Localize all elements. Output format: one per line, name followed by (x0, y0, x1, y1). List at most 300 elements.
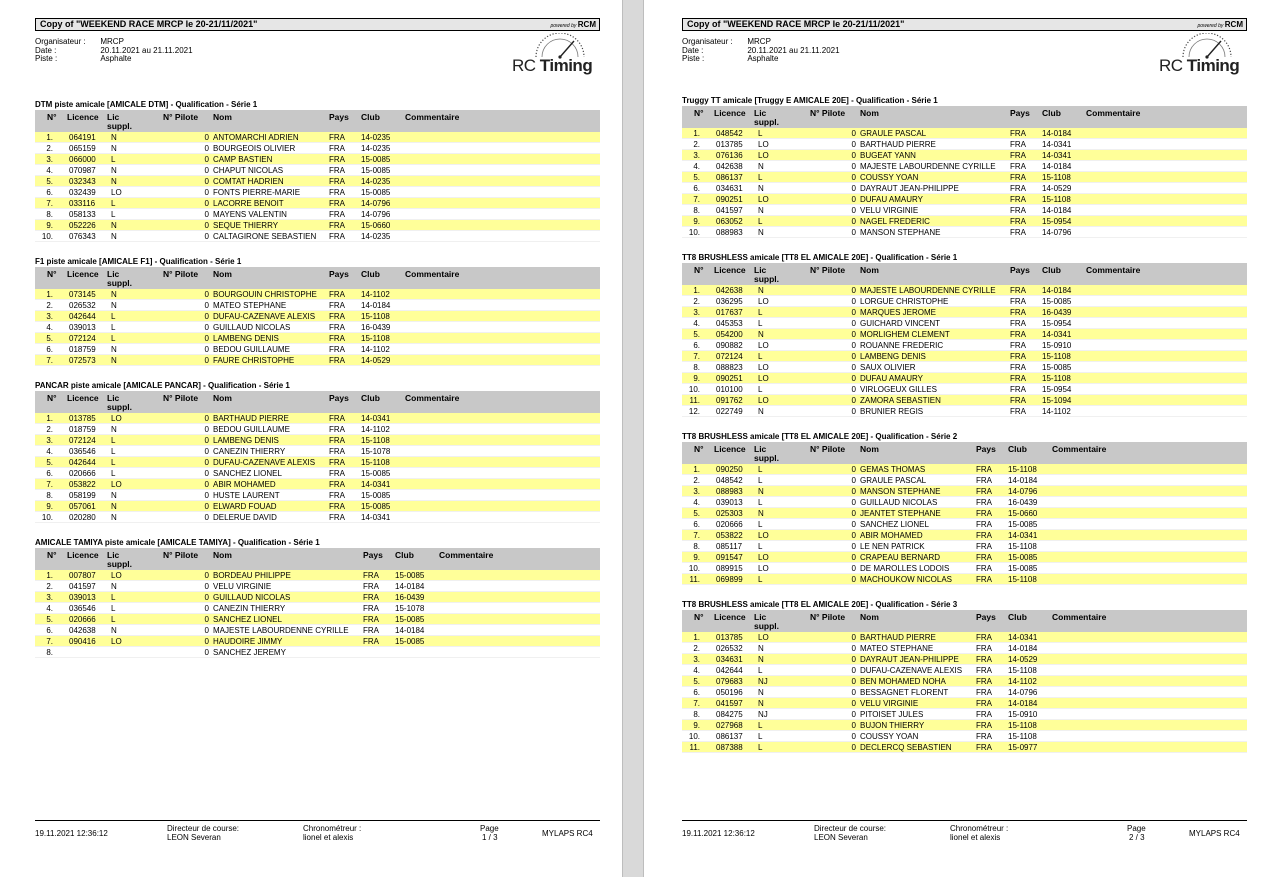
row-club: 14-0341 (361, 480, 391, 489)
row-lic-suppl: LO (111, 571, 122, 580)
row-name: MAJESTE LABOURDENNE CYRILLE (860, 286, 996, 295)
results-section (35, 381, 600, 523)
col-club-header: Club (361, 112, 380, 122)
col-commentaire-header: Commentaire (1086, 108, 1141, 118)
row-licence: 025303 (716, 509, 743, 518)
table-row (35, 333, 600, 344)
row-rank: 9. (693, 721, 700, 730)
row-licence: 050196 (716, 688, 743, 697)
row-name: BEN MOHAMED NOHA (860, 677, 946, 686)
row-rank: 7. (693, 531, 700, 540)
rc-timing-logo (512, 33, 602, 78)
row-club: 15-1108 (361, 312, 390, 321)
col-nom-header: Nom (860, 612, 879, 622)
row-licence: 033116 (69, 199, 96, 208)
row-lic-suppl: N (758, 407, 764, 416)
table-row (682, 183, 1247, 194)
table-row (35, 231, 600, 242)
row-rank: 6. (46, 345, 53, 354)
row-pilote-number: 0 (851, 644, 856, 653)
row-name: DAYRAUT JEAN-PHILIPPE (860, 184, 959, 193)
col-n-header: N° (47, 112, 57, 122)
row-rank: 1. (693, 129, 700, 138)
row-licence: 090251 (716, 374, 743, 383)
row-pilote-number: 0 (851, 743, 856, 752)
row-country: FRA (1010, 407, 1026, 416)
row-pilote-number: 0 (851, 553, 856, 562)
row-licence: 041597 (716, 699, 743, 708)
row-licence: 036295 (716, 297, 743, 306)
col-pilote-header: N° Pilote (810, 108, 846, 118)
row-rank: 3. (693, 151, 700, 160)
row-lic-suppl: N (111, 232, 117, 241)
table-row (35, 209, 600, 220)
row-country: FRA (1010, 184, 1026, 193)
row-lic-suppl: L (758, 308, 763, 317)
col-lic-suppl-header: suppl. (107, 121, 133, 131)
row-country: FRA (329, 491, 345, 500)
table-row (35, 311, 600, 322)
row-name: DE MAROLLES LODOIS (860, 564, 950, 573)
row-pilote-number: 0 (851, 575, 856, 584)
row-pilote-number: 0 (204, 469, 209, 478)
row-name: DUFAU AMAURY (860, 195, 923, 204)
row-lic-suppl: LO (758, 363, 769, 372)
table-row (682, 194, 1247, 205)
row-pilote-number: 0 (851, 173, 856, 182)
row-lic-suppl: N (111, 491, 117, 500)
row-name: DUFAU-CAZENAVE ALEXIS (213, 312, 316, 321)
row-club: 15-0085 (1008, 520, 1038, 529)
row-club: 14-0184 (395, 626, 425, 635)
row-rank: 4. (46, 447, 53, 456)
col-lic-header: Lic (107, 550, 120, 560)
results-section (35, 100, 600, 242)
row-club: 14-0184 (1042, 129, 1072, 138)
row-pilote-number: 0 (204, 210, 209, 219)
row-pilote-number: 0 (851, 688, 856, 697)
row-lic-suppl: LO (758, 564, 769, 573)
row-name: GEMAS THOMAS (860, 465, 926, 474)
row-club: 15-0910 (1042, 341, 1072, 350)
row-club: 15-0085 (1008, 564, 1038, 573)
row-licence: 042644 (69, 312, 96, 321)
row-club: 14-0341 (1042, 330, 1072, 339)
col-licence-header: Licence (714, 444, 746, 454)
row-rank: 10. (688, 385, 700, 394)
row-rank: 4. (46, 604, 53, 613)
row-club: 15-0085 (361, 188, 391, 197)
row-rank: 9. (693, 374, 700, 383)
row-club: 14-0184 (361, 301, 391, 310)
col-licence-header: Licence (714, 108, 746, 118)
table-row (682, 530, 1247, 541)
row-licence: 022749 (716, 407, 743, 416)
row-country: FRA (1010, 228, 1026, 237)
row-rank: 1. (46, 571, 53, 580)
row-pilote-number: 0 (204, 626, 209, 635)
col-pilote-header: N° Pilote (810, 265, 846, 275)
row-lic-suppl: N (758, 184, 764, 193)
row-club: 15-1108 (1008, 542, 1037, 551)
table-row (682, 676, 1247, 687)
col-club-header: Club (1008, 444, 1027, 454)
row-country: FRA (329, 232, 345, 241)
row-club: 15-1108 (1008, 721, 1037, 730)
row-pilote-number: 0 (851, 217, 856, 226)
col-nom-header: Nom (213, 550, 232, 560)
table-row (682, 731, 1247, 742)
row-country: FRA (976, 520, 992, 529)
row-pilote-number: 0 (851, 363, 856, 372)
row-lic-suppl: N (111, 513, 117, 522)
row-name: MAYENS VALENTIN (213, 210, 287, 219)
col-nom-header: Nom (213, 393, 232, 403)
row-name: MARQUES JEROME (860, 308, 937, 317)
row-pilote-number: 0 (204, 144, 209, 153)
col-lic-suppl-header: suppl. (754, 621, 780, 631)
table-row (682, 497, 1247, 508)
row-licence: 076343 (69, 232, 96, 241)
col-club-header: Club (361, 269, 380, 279)
row-lic-suppl: N (111, 290, 117, 299)
row-club: 14-1102 (361, 290, 390, 299)
row-name: ELWARD FOUAD (213, 502, 277, 511)
row-club: 15-0085 (395, 615, 425, 624)
table-row (682, 654, 1247, 665)
row-club: 14-0184 (395, 582, 425, 591)
row-lic-suppl: LO (111, 480, 122, 489)
results-section (682, 432, 1247, 585)
row-country: FRA (363, 604, 379, 613)
row-pilote-number: 0 (851, 465, 856, 474)
row-licence: 057061 (69, 502, 96, 511)
col-pays-header: Pays (363, 550, 383, 560)
row-club: 14-0529 (1042, 184, 1072, 193)
row-pilote-number: 0 (204, 436, 209, 445)
row-country: FRA (329, 513, 345, 522)
table-row (35, 614, 600, 625)
row-club: 15-0660 (1008, 509, 1038, 518)
row-name: MANSON STEPHANE (860, 487, 941, 496)
row-rank: 7. (46, 480, 53, 489)
row-licence: 018759 (69, 345, 96, 354)
row-lic-suppl: LO (758, 195, 769, 204)
table-row (682, 687, 1247, 698)
row-licence: 013785 (69, 414, 96, 423)
report-page-2 (644, 0, 1267, 877)
table-row (682, 464, 1247, 475)
row-club: 15-0085 (361, 155, 391, 164)
row-pilote-number: 0 (851, 385, 856, 394)
col-commentaire-header: Commentaire (1052, 444, 1107, 454)
row-lic-suppl: N (111, 626, 117, 635)
row-country: FRA (976, 732, 992, 741)
row-licence: 026532 (716, 644, 743, 653)
table-row (682, 227, 1247, 238)
row-name: PITOISET JULES (860, 710, 924, 719)
row-licence: 041597 (716, 206, 743, 215)
col-pilote-header: N° Pilote (163, 112, 199, 122)
row-rank: 4. (693, 319, 700, 328)
col-licence-header: Licence (67, 269, 99, 279)
row-country: FRA (1010, 308, 1026, 317)
col-pays-header: Pays (976, 444, 996, 454)
table-header (682, 106, 1247, 128)
row-club: 15-1108 (1042, 173, 1071, 182)
row-name: BARTHAUD PIERRE (860, 140, 936, 149)
col-pilote-header: N° Pilote (163, 550, 199, 560)
table-row (35, 176, 600, 187)
row-licence: 065159 (69, 144, 96, 153)
row-name: GUILLAUD NICOLAS (860, 498, 938, 507)
section-title: PANCAR piste amicale [AMICALE PANCAR] - Qualification - Série 1 (35, 381, 290, 390)
row-name: LE NEN PATRICK (860, 542, 925, 551)
row-name: CHAPUT NICOLAS (213, 166, 284, 175)
row-pilote-number: 0 (204, 480, 209, 489)
row-club: 14-1102 (1008, 677, 1037, 686)
row-club: 14-0796 (361, 199, 391, 208)
table-header (682, 263, 1247, 285)
row-club: 15-0660 (361, 221, 391, 230)
row-licence: 048542 (716, 476, 743, 485)
row-name: VELU VIRGINIE (860, 699, 919, 708)
row-licence: 042638 (69, 626, 96, 635)
row-lic-suppl: N (111, 221, 117, 230)
row-licence: 088823 (716, 363, 743, 372)
row-name: LAMBENG DENIS (213, 436, 279, 445)
row-pilote-number: 0 (851, 732, 856, 741)
row-club: 15-1108 (1042, 352, 1071, 361)
footer-system: MYLAPS RC4 (542, 829, 593, 838)
row-rank: 7. (46, 356, 53, 365)
meta-value-date: 20.11.2021 au 21.11.2021 (100, 45, 193, 55)
row-lic-suppl: N (111, 345, 117, 354)
row-country: FRA (329, 323, 345, 332)
row-club: 14-0235 (361, 177, 391, 186)
row-club: 15-1108 (361, 458, 390, 467)
row-rank: 9. (46, 221, 53, 230)
table-row (682, 508, 1247, 519)
row-pilote-number: 0 (204, 221, 209, 230)
row-club: 14-0529 (361, 356, 391, 365)
table-row (682, 574, 1247, 585)
col-pays-header: Pays (1010, 265, 1030, 275)
col-commentaire-header: Commentaire (405, 269, 460, 279)
powered-brand: RCM (577, 20, 596, 29)
row-country: FRA (329, 345, 345, 354)
col-pays-header: Pays (329, 393, 349, 403)
table-row (682, 709, 1247, 720)
page-divider (622, 0, 644, 877)
row-name: COUSSY YOAN (860, 173, 919, 182)
row-name: LAMBENG DENIS (860, 352, 926, 361)
page-footer (682, 820, 1247, 850)
row-licence: 084275 (716, 710, 743, 719)
row-name: BRUNIER REGIS (860, 407, 924, 416)
row-country: FRA (329, 469, 345, 478)
footer-page-number: 1 / 3 (482, 833, 498, 842)
row-pilote-number: 0 (204, 458, 209, 467)
row-country: FRA (1010, 129, 1026, 138)
row-lic-suppl: N (111, 356, 117, 365)
row-club: 14-0796 (1042, 228, 1072, 237)
row-rank: 7. (693, 195, 700, 204)
col-pays-header: Pays (976, 612, 996, 622)
row-licence: 079683 (716, 677, 743, 686)
table-row (682, 519, 1247, 530)
row-licence: 053822 (69, 480, 96, 489)
row-pilote-number: 0 (204, 571, 209, 580)
row-licence: 091547 (716, 553, 743, 562)
row-lic-suppl: N (111, 144, 117, 153)
row-rank: 3. (693, 308, 700, 317)
row-licence: 042638 (716, 286, 743, 295)
row-club: 15-0954 (1042, 217, 1072, 226)
meta-value-piste: Asphalte (747, 54, 779, 63)
row-name: COMTAT HADRIEN (213, 177, 284, 186)
footer-director-label: Directeur de course: (167, 824, 240, 833)
row-pilote-number: 0 (851, 531, 856, 540)
row-name: VELU VIRGINIE (213, 582, 272, 591)
section-title: AMICALE TAMIYA piste amicale [AMICALE TAMIYA] - Qualification - Série 1 (35, 538, 320, 547)
row-lic-suppl: N (758, 699, 764, 708)
row-country: FRA (329, 221, 345, 230)
row-lic-suppl: N (758, 162, 764, 171)
meta-line-piste (35, 55, 193, 64)
row-club: 15-0085 (395, 637, 425, 646)
row-club: 16-0439 (1042, 308, 1072, 317)
page-footer (35, 820, 600, 850)
col-licence-header: Licence (714, 265, 746, 275)
table-row (682, 698, 1247, 709)
row-pilote-number: 0 (204, 648, 209, 657)
row-licence: 085117 (716, 542, 743, 551)
row-rank: 3. (46, 436, 53, 445)
row-rank: 6. (46, 626, 53, 635)
results-section (682, 600, 1247, 753)
section-title: Truggy TT amicale [Truggy E AMICALE 20E] - Qualification - Série 1 (682, 96, 938, 105)
row-name: GUILLAUD NICOLAS (213, 593, 291, 602)
table-row (682, 643, 1247, 654)
col-licence-header: Licence (714, 612, 746, 622)
row-name: FONTS PIERRE-MARIE (213, 188, 301, 197)
row-rank: 8. (46, 648, 53, 657)
row-name: DELERUE DAVID (213, 513, 277, 522)
row-name: CANEZIN THIERRY (213, 447, 286, 456)
row-name: CALTAGIRONE SEBASTIEN (213, 232, 317, 241)
row-club: 15-1108 (1008, 465, 1037, 474)
row-country: FRA (1010, 206, 1026, 215)
row-club: 15-0977 (1008, 743, 1038, 752)
col-nom-header: Nom (860, 444, 879, 454)
row-pilote-number: 0 (204, 301, 209, 310)
row-lic-suppl: LO (758, 341, 769, 350)
row-club: 15-1078 (395, 604, 425, 613)
row-name: LORGUE CHRISTOPHE (860, 297, 949, 306)
footer-director-label: Directeur de course: (814, 824, 887, 833)
row-pilote-number: 0 (851, 498, 856, 507)
footer-director-name: LEON Severan (167, 833, 221, 842)
row-lic-suppl: L (111, 615, 116, 624)
row-club: 16-0439 (361, 323, 391, 332)
row-club: 14-1102 (361, 345, 390, 354)
row-rank: 9. (693, 217, 700, 226)
row-rank: 7. (46, 199, 53, 208)
table-row (682, 172, 1247, 183)
row-lic-suppl: N (758, 509, 764, 518)
table-row (35, 143, 600, 154)
row-licence: 058133 (69, 210, 96, 219)
row-lic-suppl: L (758, 319, 763, 328)
row-lic-suppl: L (758, 173, 763, 182)
row-licence: 036546 (69, 604, 96, 613)
row-name: ANTOMARCHI ADRIEN (213, 133, 299, 142)
row-name: FAURE CHRISTOPHE (213, 356, 295, 365)
row-country: FRA (329, 502, 345, 511)
col-pilote-header: N° Pilote (163, 269, 199, 279)
meta-label-organisateur: Organisateur : (35, 37, 86, 46)
row-lic-suppl: L (111, 604, 116, 613)
row-licence: 039013 (69, 593, 96, 602)
row-rank: 1. (693, 286, 700, 295)
table-row (35, 154, 600, 165)
row-lic-suppl: N (758, 688, 764, 697)
row-lic-suppl: N (758, 644, 764, 653)
table-row (682, 373, 1247, 384)
row-name: MACHOUKOW NICOLAS (860, 575, 953, 584)
row-name: NAGEL FREDERIC (860, 217, 930, 226)
row-rank: 8. (693, 206, 700, 215)
table-row (35, 647, 600, 658)
row-country: FRA (976, 677, 992, 686)
row-rank: 1. (693, 633, 700, 642)
row-pilote-number: 0 (204, 414, 209, 423)
table-row (35, 289, 600, 300)
row-country: FRA (329, 199, 345, 208)
table-row (682, 665, 1247, 676)
row-pilote-number: 0 (204, 166, 209, 175)
meta-label-organisateur: Organisateur : (682, 37, 733, 46)
row-country: FRA (1010, 217, 1026, 226)
row-lic-suppl: N (758, 487, 764, 496)
row-lic-suppl: L (758, 666, 763, 675)
row-club: 15-0085 (1042, 363, 1072, 372)
row-licence: 042638 (716, 162, 743, 171)
row-country: FRA (363, 582, 379, 591)
row-rank: 4. (693, 666, 700, 675)
row-rank: 2. (46, 582, 53, 591)
row-club: 15-0954 (1042, 319, 1072, 328)
row-rank: 5. (46, 458, 53, 467)
row-licence: 066000 (69, 155, 96, 164)
row-lic-suppl: LO (758, 140, 769, 149)
powered-prefix: powered by (1197, 23, 1224, 29)
row-pilote-number: 0 (204, 199, 209, 208)
col-pilote-header: N° Pilote (810, 612, 846, 622)
row-rank: 9. (46, 502, 53, 511)
row-pilote-number: 0 (204, 615, 209, 624)
section-title: F1 piste amicale [AMICALE F1] - Qualification - Série 1 (35, 257, 242, 266)
row-rank: 6. (693, 520, 700, 529)
row-club: 15-0085 (361, 469, 391, 478)
row-name: BUJON THIERRY (860, 721, 925, 730)
powered-by-label (551, 19, 596, 32)
row-pilote-number: 0 (851, 633, 856, 642)
table-row (35, 322, 600, 333)
row-rank: 10. (688, 564, 700, 573)
row-licence: 063052 (716, 217, 743, 226)
